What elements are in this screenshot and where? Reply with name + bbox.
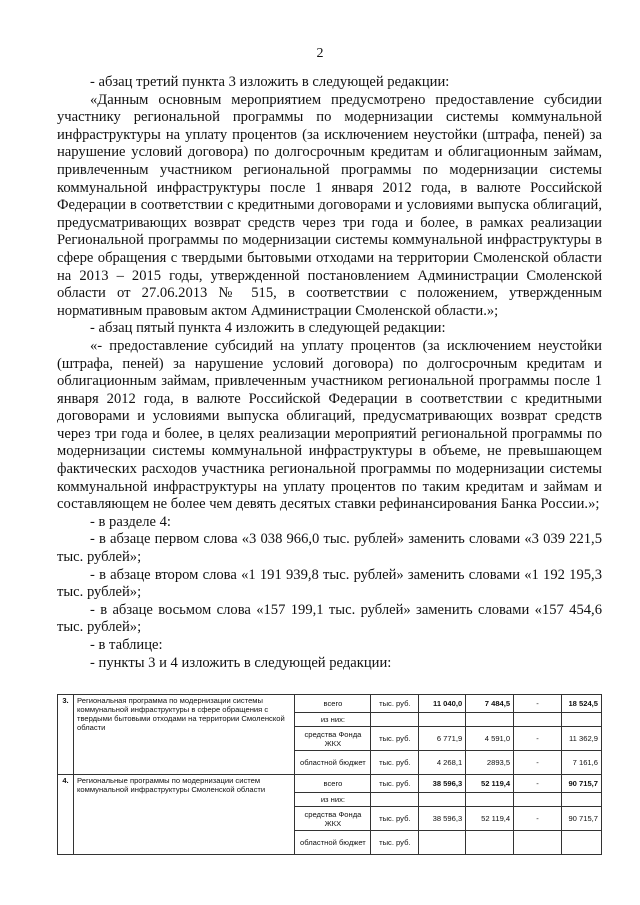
unit-cell: тыс. руб. bbox=[371, 695, 419, 713]
value-cell: 4 268,1 bbox=[419, 751, 466, 775]
table-row bbox=[58, 775, 602, 793]
value-cell bbox=[419, 793, 466, 807]
value-cell bbox=[419, 831, 466, 855]
value-cell bbox=[514, 831, 562, 855]
paragraph: - в таблице: bbox=[90, 637, 163, 653]
row-label: средства Фонда ЖКХ bbox=[295, 727, 371, 751]
total-cell: 90 715,7 bbox=[562, 775, 602, 793]
row-label: всего bbox=[295, 775, 371, 793]
row-label: из них: bbox=[295, 713, 371, 727]
value-cell: 6 771,9 bbox=[419, 727, 466, 751]
value-cell: - bbox=[514, 695, 562, 713]
row-number: 3. bbox=[58, 695, 74, 775]
row-number: 4. bbox=[58, 775, 74, 855]
paragraph: «- предоставление субсидий на уплату процентов (за исключением неустойки (штрафа, пеней) за нарушение условий договора) по долгосрочным кредитам и облигационным займам, привлеченным участником региональной программы после 1 января 2012 года, в валюте Российской Федерации в соответствии с кредитными договорами и условиями выпуска облигаций, предусматривающих возврат средств через три года и более, в целях реализации мероприятий региональной программы по модернизации системы коммунальной инфраструктуры в объеме, не превышающем фактических расходов участника региональной программы по модернизации системы коммунальной инфраструктуры на уплату процентов по таким кредитам и займам и составляющем не более чем девять десятых ставки рефинансирования Банка России.»; bbox=[57, 337, 602, 513]
unit-cell: тыс. руб. bbox=[371, 727, 419, 751]
total-cell bbox=[562, 793, 602, 807]
total-cell: 7 161,6 bbox=[562, 751, 602, 775]
paragraph: - в абзаце восьмом слова «157 199,1 тыс. рублей» заменить словами «157 454,6 тыс. рублей»; bbox=[57, 601, 602, 636]
unit-cell: тыс. руб. bbox=[371, 831, 419, 855]
total-cell: 18 524,5 bbox=[562, 695, 602, 713]
row-label: всего bbox=[295, 695, 371, 713]
unit-cell: тыс. руб. bbox=[371, 807, 419, 831]
program-table bbox=[57, 694, 602, 855]
paragraph: - пункты 3 и 4 изложить в следующей редакции: bbox=[90, 654, 392, 671]
total-cell: 11 362,9 bbox=[562, 727, 602, 751]
value-cell: 38 596,3 bbox=[419, 807, 466, 831]
total-cell bbox=[562, 831, 602, 855]
program-name: Региональная программа по модернизации системы коммунальной инфраструктуры в сфере обращения с твердыми бытовыми отходами на территории Смоленской области bbox=[73, 695, 294, 775]
value-cell: - bbox=[514, 751, 562, 775]
unit-cell: тыс. руб. bbox=[371, 775, 419, 793]
value-cell: - bbox=[514, 775, 562, 793]
value-cell bbox=[466, 713, 514, 727]
value-cell: 52 119,4 bbox=[466, 775, 514, 793]
row-label: областной бюджет bbox=[295, 831, 371, 855]
paragraph: - абзац третий пункта 3 изложить в следующей редакции: bbox=[90, 74, 450, 90]
total-cell: 90 715,7 bbox=[562, 807, 602, 831]
unit-cell bbox=[371, 793, 419, 807]
value-cell: 38 596,3 bbox=[419, 775, 466, 793]
value-cell bbox=[419, 713, 466, 727]
value-cell: - bbox=[514, 727, 562, 751]
paragraph: «Данным основным мероприятием предусмотрено предоставление субсидии участнику региональной программы по модернизации системы коммунальной инфраструктуры на уплату процентов (за исключением неустойки (штрафа, пеней) за нарушение условий договора) по долгосрочным кредитам и облигационным займам, привлеченным участником региональной программы по модернизации системы коммунальной инфраструктуры после 1 января 2012 года, в валюте Российской Федерации в соответствии с кредитными договорами и условиями выпуска облигаций, предусматривающих возврат средств через три года и более, в рамках реализации Региональной программы по модернизации системы коммунальной инфраструктуры в сфере обращения с твердыми бытовыми отходами на территории Смоленской области на 2013 – 2015 годы, утвержденной постановлением Администрации Смоленской области от 27.06.2013 № 515, в соответствии с положением, утвержденным нормативным правовым актом Администрации Смоленской области.»; bbox=[57, 91, 602, 319]
unit-cell bbox=[371, 713, 419, 727]
table-row bbox=[58, 695, 602, 713]
page-number: 2 bbox=[316, 46, 324, 61]
value-cell: 52 119,4 bbox=[466, 807, 514, 831]
paragraph: - в абзаце первом слова «3 038 966,0 тыс. рублей» заменить словами «3 039 221,5 тыс. рублей»; bbox=[57, 531, 602, 566]
program-name: Региональные программы по модернизации систем коммунальной инфраструктуры Смоленской области bbox=[73, 775, 294, 855]
row-label: средства Фонда ЖКХ bbox=[295, 807, 371, 831]
value-cell bbox=[466, 831, 514, 855]
value-cell bbox=[466, 793, 514, 807]
value-cell bbox=[514, 713, 562, 727]
value-cell: - bbox=[514, 807, 562, 831]
value-cell bbox=[514, 793, 562, 807]
paragraph: - в абзаце втором слова «1 191 939,8 тыс. рублей» заменить словами «1 192 195,3 тыс. рублей»; bbox=[57, 566, 602, 601]
unit-cell: тыс. руб. bbox=[371, 751, 419, 775]
document-body bbox=[57, 74, 602, 672]
paragraph: - абзац пятый пункта 4 изложить в следующей редакции: bbox=[90, 320, 446, 337]
value-cell: 2893,5 bbox=[466, 751, 514, 775]
row-label: из них: bbox=[295, 793, 371, 807]
paragraph: - в разделе 4: bbox=[90, 513, 171, 530]
row-label: областной бюджет bbox=[295, 751, 371, 775]
value-cell: 11 040,0 bbox=[419, 695, 466, 713]
value-cell: 4 591,0 bbox=[466, 727, 514, 751]
value-cell: 7 484,5 bbox=[466, 695, 514, 713]
total-cell bbox=[562, 713, 602, 727]
